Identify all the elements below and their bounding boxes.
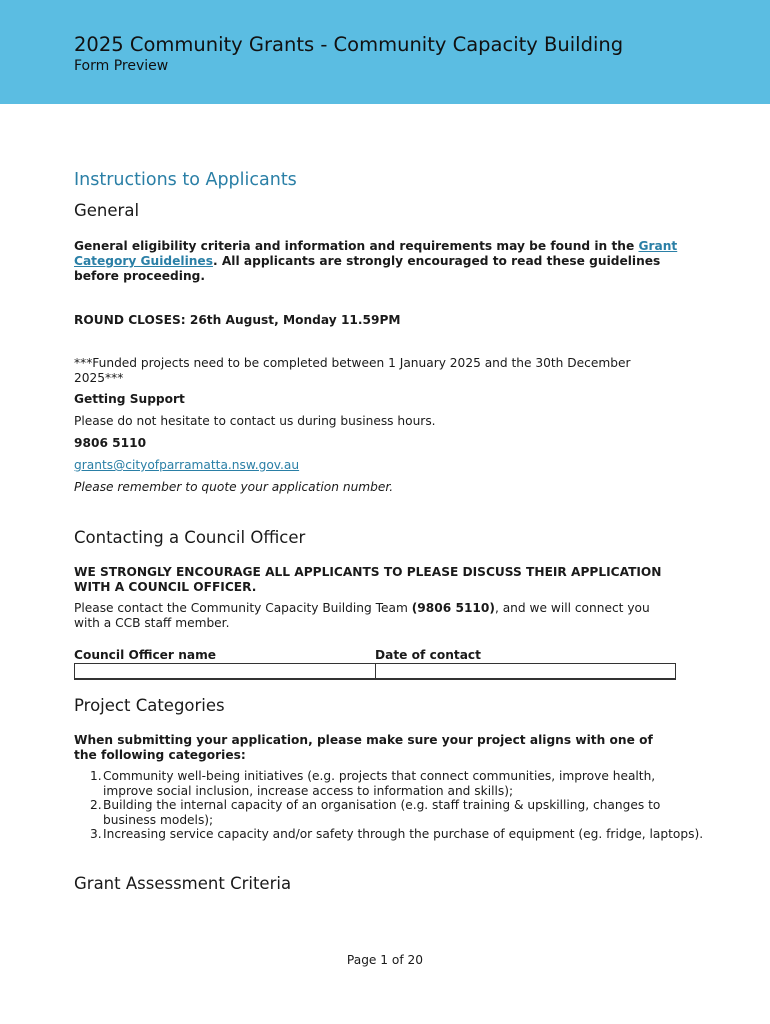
date-of-contact-field[interactable]: [377, 664, 675, 678]
contact-phone: (9806 5110): [411, 601, 495, 615]
support-email-link[interactable]: grants@cityofparramatta.nsw.gov.au: [74, 458, 300, 472]
council-contact: [74, 601, 678, 631]
col-date-of-contact: Date of contact: [375, 648, 481, 662]
page-header: [0, 0, 770, 104]
list-item: Building the internal capacity of an organisation (e.g. staff training & upskilling, changes to business models);: [103, 798, 661, 827]
contact-table: [74, 663, 676, 680]
funded-note: ***Funded projects need to be completed between 1 January 2025 and the 30th December 2025***: [74, 356, 631, 385]
list-item: Increasing service capacity and/or safety through the purchase of equipment (eg. fridge, laptops).: [103, 827, 704, 841]
support-heading: Getting Support: [74, 392, 185, 406]
eligibility-text: [74, 239, 678, 284]
support-email-line: [74, 458, 678, 473]
page-number: Page 1 of 20: [346, 953, 424, 967]
general-heading: General: [74, 201, 140, 220]
support-phone: 9806 5110: [74, 436, 147, 450]
instructions-heading: Instructions to Applicants: [74, 170, 297, 190]
list-item: Community well-being initiatives (e.g. projects that connect communities, improve health, improve social inclusion, increase access to information and skills);: [103, 769, 656, 798]
council-heading: Contacting a Council Officer: [74, 528, 306, 547]
support-text: Please do not hesitate to contact us during business hours.: [74, 414, 436, 428]
council-encourage: WE STRONGLY ENCOURAGE ALL APPLICANTS TO PLEASE DISCUSS THEIR APPLICATION WITH A COUNCIL OFFICER.: [74, 565, 662, 594]
form-subtitle: Form Preview: [74, 58, 169, 74]
officer-name-field[interactable]: [75, 664, 376, 678]
round-closes: ROUND CLOSES: 26th August, Monday 11.59PM: [74, 313, 401, 327]
contact-post: , and we will connect you with a CCB staff member.: [74, 601, 650, 630]
categories-heading: Project Categories: [74, 696, 225, 715]
assessment-heading: Grant Assessment Criteria: [74, 874, 292, 893]
categories-list: [74, 769, 707, 842]
form-title: 2025 Community Grants - Community Capacity Building: [74, 33, 624, 56]
quote-note: Please remember to quote your application number.: [74, 480, 394, 494]
guidelines-link[interactable]: Grant Category Guidelines: [74, 239, 678, 268]
contact-pre: Please contact the Community Capacity Building Team: [74, 601, 412, 615]
eligibility-pre: General eligibility criteria and information and requirements may be found in the: [74, 239, 639, 253]
col-officer-name: Council Officer name: [74, 648, 217, 662]
categories-intro: When submitting your application, please make sure your project aligns with one of the following categories:: [74, 733, 653, 762]
eligibility-post: . All applicants are strongly encouraged to read these guidelines before proceeding.: [74, 254, 661, 283]
